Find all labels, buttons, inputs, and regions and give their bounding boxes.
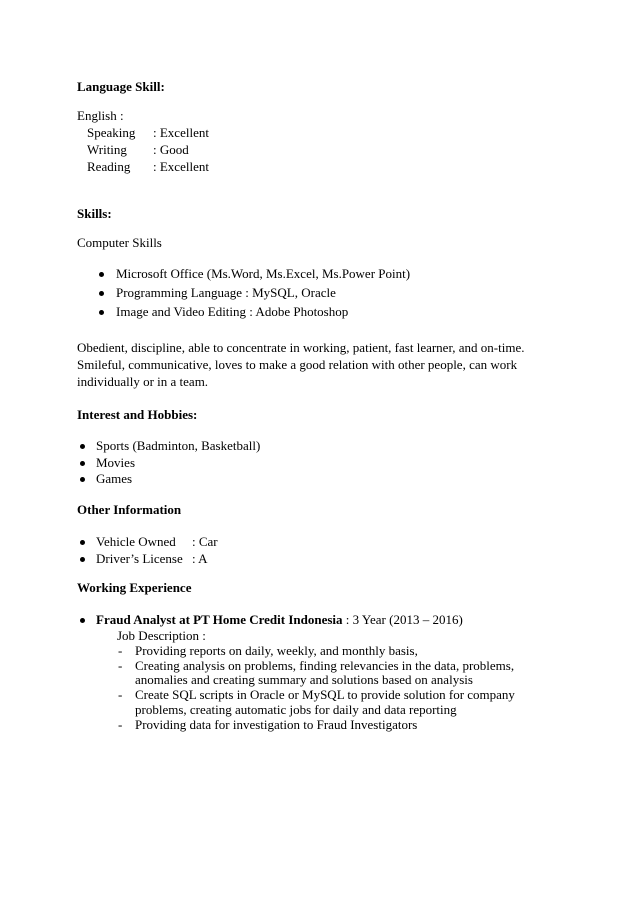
skill-list-item: Microsoft Office (Ms.Word, Ms.Excel, Ms.Power Point) (116, 266, 411, 281)
bullet-icon (80, 461, 85, 466)
job-duty-line: Creating analysis on problems, finding relevancies in the data, problems, (135, 658, 515, 673)
interest-list-item: Sports (Badminton, Basketball) (96, 438, 261, 453)
interest-list-item: Movies (96, 455, 135, 470)
dash-marker: - (118, 687, 123, 702)
dash-marker: - (118, 717, 123, 732)
skill-list-item: Image and Video Editing : Adobe Photoshop (116, 304, 349, 319)
bullet-icon (99, 272, 104, 277)
job-duty-line: Providing data for investigation to Fraud Investigators (135, 717, 418, 732)
interest-list-item: Games (96, 471, 133, 486)
language-row-level: : Excellent (153, 159, 209, 174)
language-row-skill: Speaking (87, 125, 136, 140)
bullet-icon (80, 444, 85, 449)
job-duty-line: anomalies and creating summary and solutions based on analysis (135, 672, 473, 687)
job-duty-line: Create SQL scripts in Oracle or MySQL to provide solution for company (135, 687, 515, 702)
english-label: English : (77, 108, 124, 123)
other-info-value: : Car (192, 534, 218, 549)
job-title: Fraud Analyst at PT Home Credit Indonesia (96, 612, 343, 627)
other-info-label: Driver’s License (96, 551, 183, 566)
bullet-icon (80, 557, 85, 562)
job-duty-line: Providing reports on daily, weekly, and monthly basis, (135, 643, 418, 658)
bullet-icon (80, 477, 85, 482)
other-info-label: Vehicle Owned (96, 534, 176, 549)
job-duty-line: problems, creating automatic jobs for daily and data reporting (135, 702, 457, 717)
bullet-icon (99, 291, 104, 296)
computer-skills-label: Computer Skills (77, 235, 162, 250)
interests-heading: Interest and Hobbies: (77, 407, 198, 422)
other-information-heading: Other Information (77, 502, 182, 517)
working-experience-heading: Working Experience (77, 580, 192, 595)
dash-marker: - (118, 643, 123, 658)
job-duration: : 3 Year (2013 – 2016) (342, 612, 463, 627)
language-skill-heading: Language Skill: (77, 79, 165, 94)
language-row-level: : Good (153, 142, 189, 157)
skills-heading: Skills: (77, 206, 112, 221)
skill-list-item: Programming Language : MySQL, Oracle (116, 285, 336, 300)
job-entry (96, 612, 463, 628)
job-description-label: Job Description : (117, 628, 206, 643)
bullet-icon (80, 540, 85, 545)
language-row-level: : Excellent (153, 125, 209, 140)
dash-marker: - (118, 658, 123, 673)
bullet-icon (99, 310, 104, 315)
personal-traits-paragraph: Obedient, discipline, able to concentrate in working, patient, fast learner, and on-time. Smileful, communicative, loves to make a good relation with other people, can work individually or in a team. (77, 340, 525, 389)
bullet-icon (80, 618, 85, 623)
language-row-skill: Writing (87, 142, 127, 157)
other-info-value: : A (192, 551, 208, 566)
language-row-skill: Reading (87, 159, 131, 174)
